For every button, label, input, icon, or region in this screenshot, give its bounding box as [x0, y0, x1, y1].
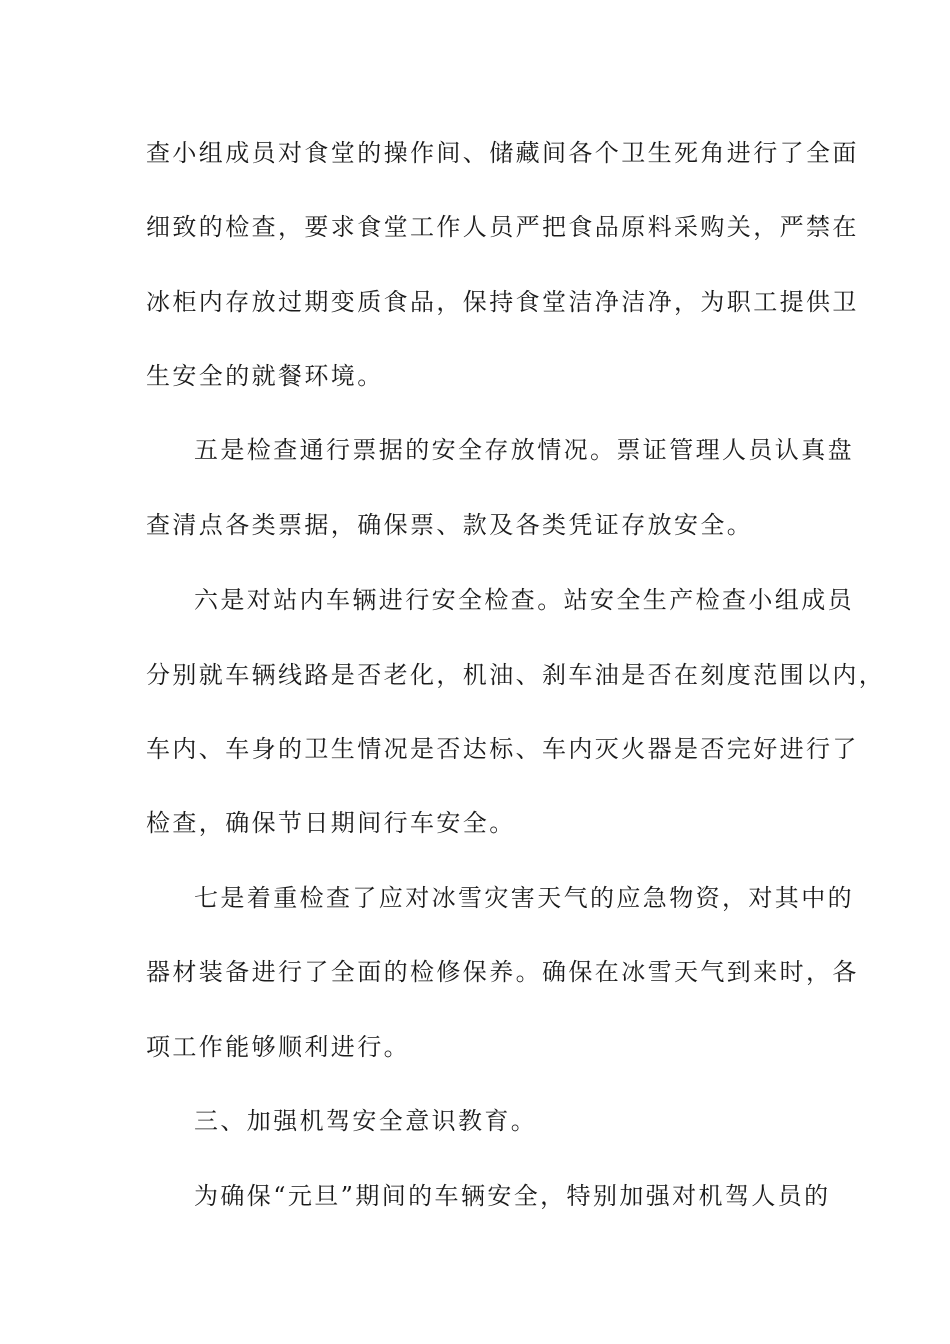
body-text-line: 检查，确保节日期间行车安全。	[146, 809, 516, 837]
body-text-line: 车内、车身的卫生情况是否达标、车内灭火器是否完好进行了	[146, 735, 859, 763]
paragraph-start-line: 七是着重检查了应对冰雪灾害天气的应急物资，对其中的	[194, 884, 854, 912]
body-text-line: 项工作能够顺利进行。	[146, 1033, 410, 1061]
body-text-line: 查小组成员对食堂的操作间、储藏间各个卫生死角进行了全面	[146, 139, 859, 167]
body-text-line: 分别就车辆线路是否老化，机油、刹车油是否在刻度范围以内，	[146, 661, 886, 689]
body-text-line: 细致的检查，要求食堂工作人员严把食品原料采购关，严禁在	[146, 213, 859, 241]
body-text-line: 查清点各类票据，确保票、款及各类凭证存放安全。	[146, 511, 754, 539]
section-heading: 三、加强机驾安全意识教育。	[194, 1107, 538, 1135]
paragraph-start-line: 为确保“元旦”期间的车辆安全，特别加强对机驾人员的	[194, 1182, 831, 1210]
paragraph-start-line: 五是检查通行票据的安全存放情况。票证管理人员认真盘	[194, 436, 854, 464]
body-text-line: 冰柜内存放过期变质食品，保持食堂洁净洁净，为职工提供卫	[146, 288, 859, 316]
body-text-line: 器材装备进行了全面的检修保养。确保在冰雪天气到来时，各	[146, 958, 859, 986]
paragraph-start-line: 六是对站内车辆进行安全检查。站安全生产检查小组成员	[194, 586, 854, 614]
body-text-line: 生安全的就餐环境。	[146, 362, 384, 390]
